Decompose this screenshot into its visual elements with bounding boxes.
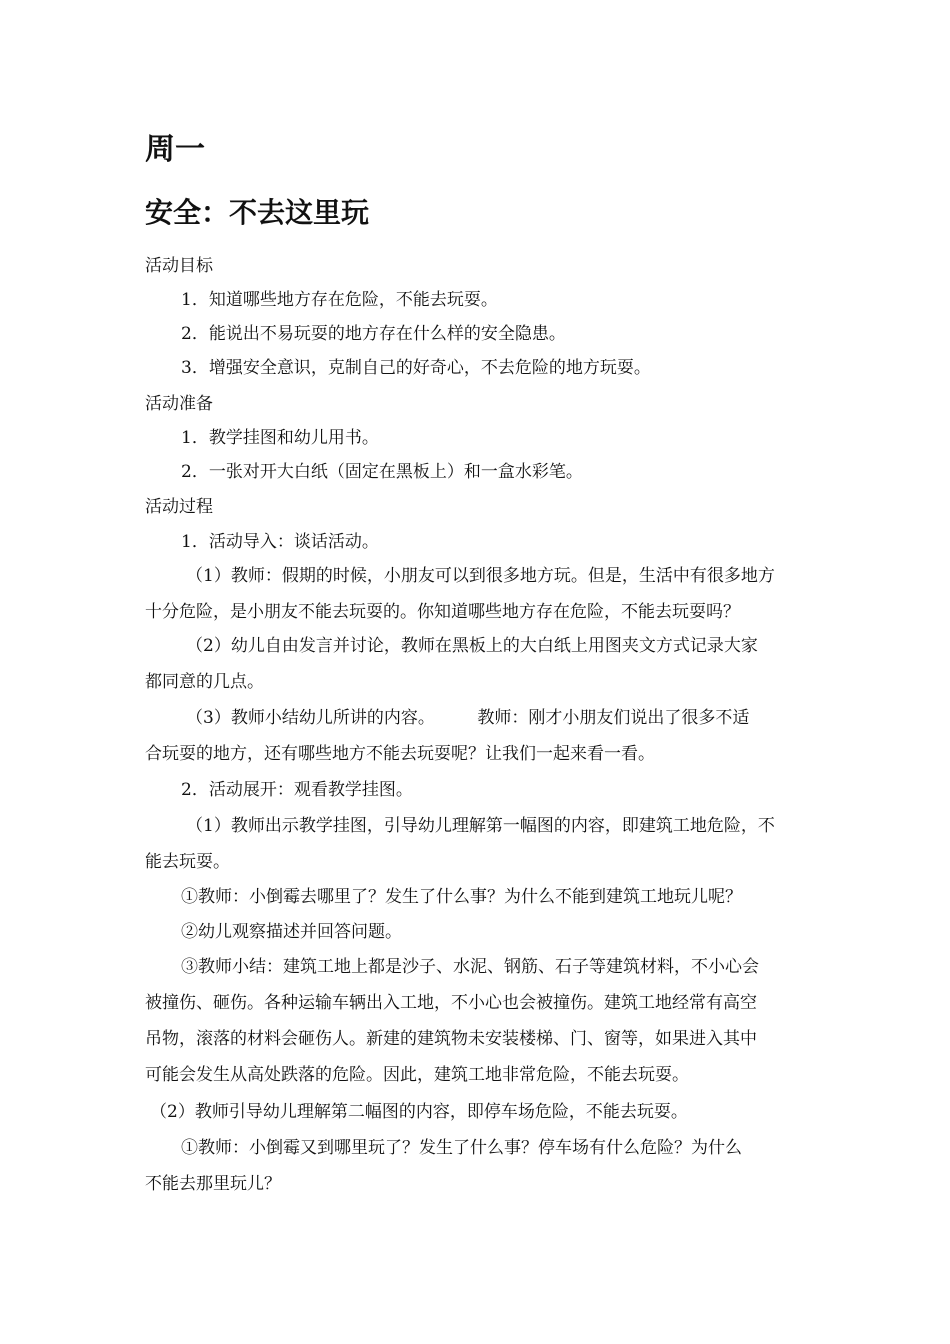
- goal-item-1: 1．知道哪些地方存在危险，不能去玩耍。: [181, 290, 498, 310]
- paragraph-line: （3）教师小结幼儿所讲的内容。 教师：刚才小朋友们说出了很多不适: [186, 708, 750, 728]
- process-step-2: 2．活动展开：观看教学挂图。: [181, 780, 413, 800]
- preparation-item-1: 1．教学挂图和幼儿用书。: [181, 428, 379, 448]
- section-heading-process: 活动过程: [145, 497, 213, 517]
- paragraph-line: 合玩耍的地方，还有哪些地方不能去玩耍呢？让我们一起来看一看。: [145, 744, 655, 764]
- paragraph-line: （1）教师：假期的时候，小朋友可以到很多地方玩。但是，生活中有很多地方: [186, 566, 775, 586]
- paragraph-line: ②幼儿观察描述并回答问题。: [181, 922, 402, 942]
- paragraph-line: ③教师小结：建筑工地上都是沙子、水泥、钢筋、石子等建筑材料，不小心会: [181, 957, 759, 977]
- paragraph-line: ①教师：小倒霉去哪里了？发生了什么事？为什么不能到建筑工地玩儿呢？: [181, 887, 742, 907]
- paragraph-line: 吊物，滚落的材料会砸伤人。新建的建筑物未安装楼梯、门、窗等，如果进入其中: [145, 1029, 757, 1049]
- lesson-title: 安全：不去这里玩: [145, 196, 370, 229]
- goal-item-3: 3．增强安全意识，克制自己的好奇心，不去危险的地方玩耍。: [181, 358, 651, 378]
- paragraph-line: （2）幼儿自由发言并讨论，教师在黑板上的大白纸上用图夹文方式记录大家: [186, 636, 758, 656]
- paragraph-line: 不能去那里玩儿？: [145, 1174, 281, 1194]
- paragraph-line: 可能会发生从高处跌落的危险。因此，建筑工地非常危险，不能去玩耍。: [145, 1065, 689, 1085]
- goal-item-2: 2．能说出不易玩耍的地方存在什么样的安全隐患。: [181, 324, 566, 344]
- paragraph-line: （2）教师引导幼儿理解第二幅图的内容，即停车场危险，不能去玩耍。: [150, 1102, 688, 1122]
- paragraph-line: 能去玩耍。: [145, 852, 230, 872]
- paragraph-line: 十分危险，是小朋友不能去玩耍的。你知道哪些地方存在危险，不能去玩耍吗？: [145, 602, 740, 622]
- preparation-item-2: 2．一张对开大白纸（固定在黑板上）和一盒水彩笔。: [181, 462, 583, 482]
- process-step-1: 1．活动导入：谈话活动。: [181, 532, 379, 552]
- paragraph-line: 被撞伤、砸伤。各种运输车辆出入工地，不小心也会被撞伤。建筑工地经常有高空: [145, 993, 757, 1013]
- paragraph-line: 都同意的几点。: [145, 672, 264, 692]
- section-heading-preparation: 活动准备: [145, 394, 213, 414]
- day-heading: 周一: [145, 132, 205, 167]
- section-heading-goals: 活动目标: [145, 256, 213, 276]
- paragraph-line: ①教师：小倒霉又到哪里玩了？发生了什么事？停车场有什么危险？为什么: [181, 1138, 742, 1158]
- paragraph-line: （1）教师出示教学挂图，引导幼儿理解第一幅图的内容，即建筑工地危险，不: [186, 816, 775, 836]
